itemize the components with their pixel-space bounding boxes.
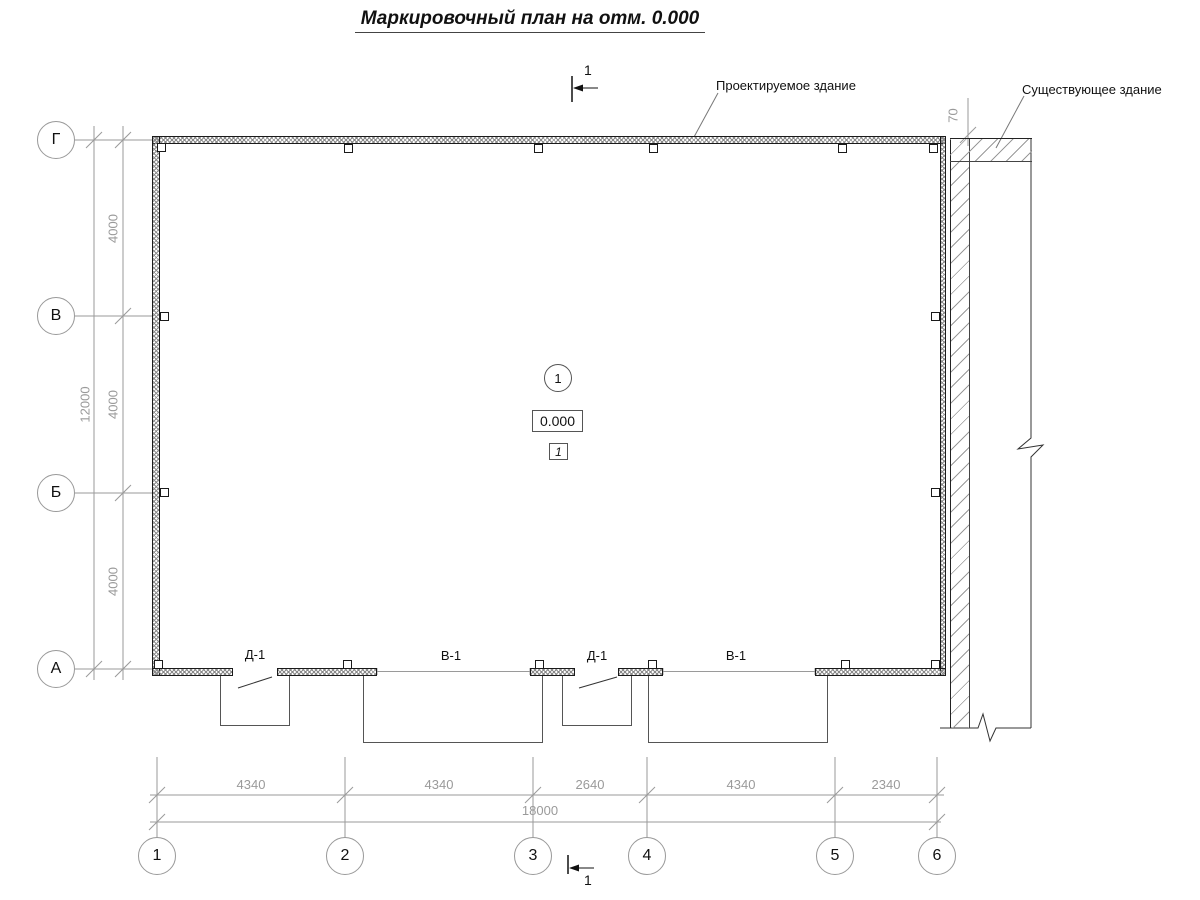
wall-bottom-segment	[618, 668, 663, 676]
room-tag: 1	[555, 444, 562, 459]
gap-dimension-text: 70	[945, 108, 961, 123]
wall-bottom-segment	[152, 668, 233, 676]
column	[931, 660, 940, 669]
title-wrap	[0, 8, 1060, 30]
dimension-total-text: 12000	[77, 386, 93, 423]
axis-label: Г	[51, 131, 61, 148]
axis-circle-3	[514, 837, 552, 875]
dimension-text: 4000	[105, 390, 121, 419]
gate-ramp	[363, 676, 543, 743]
column	[649, 144, 658, 153]
existing-building-label: Существующее здание	[1022, 82, 1162, 97]
axis-label: 4	[642, 847, 652, 864]
column	[535, 660, 544, 669]
column	[160, 312, 169, 321]
axis-label: 6	[932, 847, 942, 864]
axis-circle-b	[37, 474, 75, 512]
column	[841, 660, 850, 669]
gate-ramp	[648, 676, 828, 743]
dimension-text: 4000	[105, 214, 121, 243]
elevation-value: 0.000	[539, 413, 576, 429]
axis-label: А	[50, 660, 62, 677]
column	[931, 312, 940, 321]
axis-circle-1	[138, 837, 176, 875]
column	[931, 488, 940, 497]
existing-building-wall-vertical	[950, 138, 970, 728]
wall-top	[152, 136, 946, 144]
axis-circle-2	[326, 837, 364, 875]
wall-right	[940, 136, 946, 676]
dimension-text: 4340	[726, 777, 756, 792]
axis-label: 1	[152, 847, 162, 864]
room-tag-box	[549, 443, 568, 460]
bottom-axis-lines	[150, 757, 944, 838]
dimension-total-text: 18000	[521, 803, 559, 818]
section-number-top: 1	[584, 62, 592, 78]
column	[154, 660, 163, 669]
existing-building-wall-horizontal	[950, 138, 1032, 162]
wall-bottom-segment	[530, 668, 575, 676]
column	[929, 144, 938, 153]
dimension-text: 2640	[575, 777, 605, 792]
gate-label: В-1	[725, 648, 747, 663]
drawing-title: Маркировочный план на отм. 0.000	[355, 8, 705, 33]
section-mark-top	[572, 76, 598, 102]
axis-label: Б	[50, 484, 62, 501]
axis-circle-5	[816, 837, 854, 875]
section-number-bottom: 1	[584, 872, 592, 888]
column	[160, 488, 169, 497]
axis-label: 3	[528, 847, 538, 864]
wall-left	[152, 136, 160, 676]
column	[838, 144, 847, 153]
room-number-circle	[544, 364, 572, 392]
axis-label: 2	[340, 847, 350, 864]
dimension-text: 4340	[236, 777, 266, 792]
entrance-porch	[220, 676, 290, 726]
elevation-mark	[532, 410, 583, 432]
entrance-porch	[562, 676, 632, 726]
gate-opening-lines	[377, 668, 815, 675]
dimension-text: 4000	[105, 567, 121, 596]
axis-label: В	[50, 307, 62, 324]
wall-bottom-segment	[277, 668, 377, 676]
column	[648, 660, 657, 669]
dimension-text: 2340	[871, 777, 901, 792]
projected-building-label: Проектируемое здание	[716, 78, 856, 93]
dimension-text: 4340	[424, 777, 454, 792]
axis-circle-6	[918, 837, 956, 875]
axis-label: 5	[830, 847, 840, 864]
door-label: Д-1	[586, 648, 608, 663]
axis-circle-a	[37, 650, 75, 688]
column	[344, 144, 353, 153]
room-number: 1	[554, 370, 562, 386]
column	[157, 143, 166, 152]
gate-label: В-1	[440, 648, 462, 663]
column	[343, 660, 352, 669]
column	[534, 144, 543, 153]
axis-circle-v	[37, 297, 75, 335]
axis-circle-4	[628, 837, 666, 875]
door-label: Д-1	[244, 647, 266, 662]
axis-circle-g	[37, 121, 75, 159]
wall-bottom-segment	[815, 668, 946, 676]
